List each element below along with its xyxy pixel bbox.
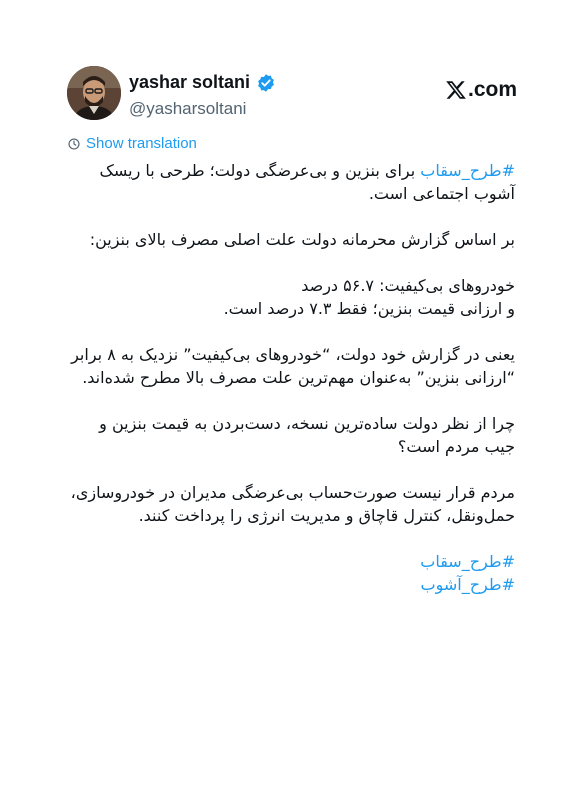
post-paragraph-5: چرا از نظر دولت ساده‌ترین نسخه، دست‌بردن به قیمت بنزین و جیب مردم است؟ bbox=[99, 414, 515, 456]
post-paragraph-4: یعنی در گزارش خود دولت، “خودروهای بی‌کیفیت” نزدیک به ۸ برابر “ارزانی بنزین” به‌عنوان مهم‌ترین علت مصرف بالا مطرح شده‌اند. bbox=[71, 345, 515, 387]
show-translation-link[interactable] bbox=[67, 135, 197, 152]
translate-icon bbox=[67, 137, 81, 151]
post-paragraph-2: بر اساس گزارش محرمانه دولت علت اصلی مصرف بالای بنزین: bbox=[89, 230, 515, 249]
post-paragraph-3-line-2: و ارزانی قیمت بنزین؛ فقط ۷.۳ درصد است. bbox=[223, 299, 515, 318]
verified-badge-icon bbox=[256, 73, 276, 93]
post-paragraph-1-text: برای بنزین و بی‌عرضگی دولت؛ طرحی با ریسک آشوب اجتماعی است. bbox=[99, 161, 515, 203]
author-display-name[interactable]: yashar soltani bbox=[129, 72, 251, 92]
post-paragraph-3 bbox=[67, 274, 515, 320]
brand-domain-label: .com bbox=[467, 78, 517, 101]
x-com-brand bbox=[445, 78, 517, 102]
hashtag-link[interactable]: #طرح_آشوب bbox=[420, 575, 515, 594]
hashtag-link[interactable]: #طرح_سقاب bbox=[420, 552, 515, 571]
post-header bbox=[67, 66, 517, 126]
author-name-row bbox=[129, 72, 276, 93]
avatar[interactable] bbox=[67, 66, 121, 120]
hashtag-link[interactable]: #طرح_سقاب bbox=[420, 161, 515, 180]
post-paragraph-1 bbox=[67, 159, 515, 205]
x-logo-icon bbox=[445, 79, 467, 101]
post-paragraph-6: مردم قرار نیست صورت‌حساب بی‌عرضگی مدیران در خودروسازی، حمل‌ونقل، کنترل قاچاق و مدیریت انرژی را پرداخت کنند. bbox=[70, 483, 515, 525]
show-translation-label: Show translation bbox=[86, 135, 197, 152]
post-paragraph-3-line-1: خودروهای بی‌کیفیت: ۵۶.۷ درصد bbox=[301, 276, 515, 295]
post-hashtags bbox=[67, 550, 515, 596]
author-handle[interactable]: @yasharsoltani bbox=[129, 99, 247, 118]
post-body bbox=[67, 159, 515, 619]
avatar-photo-icon bbox=[67, 66, 121, 120]
